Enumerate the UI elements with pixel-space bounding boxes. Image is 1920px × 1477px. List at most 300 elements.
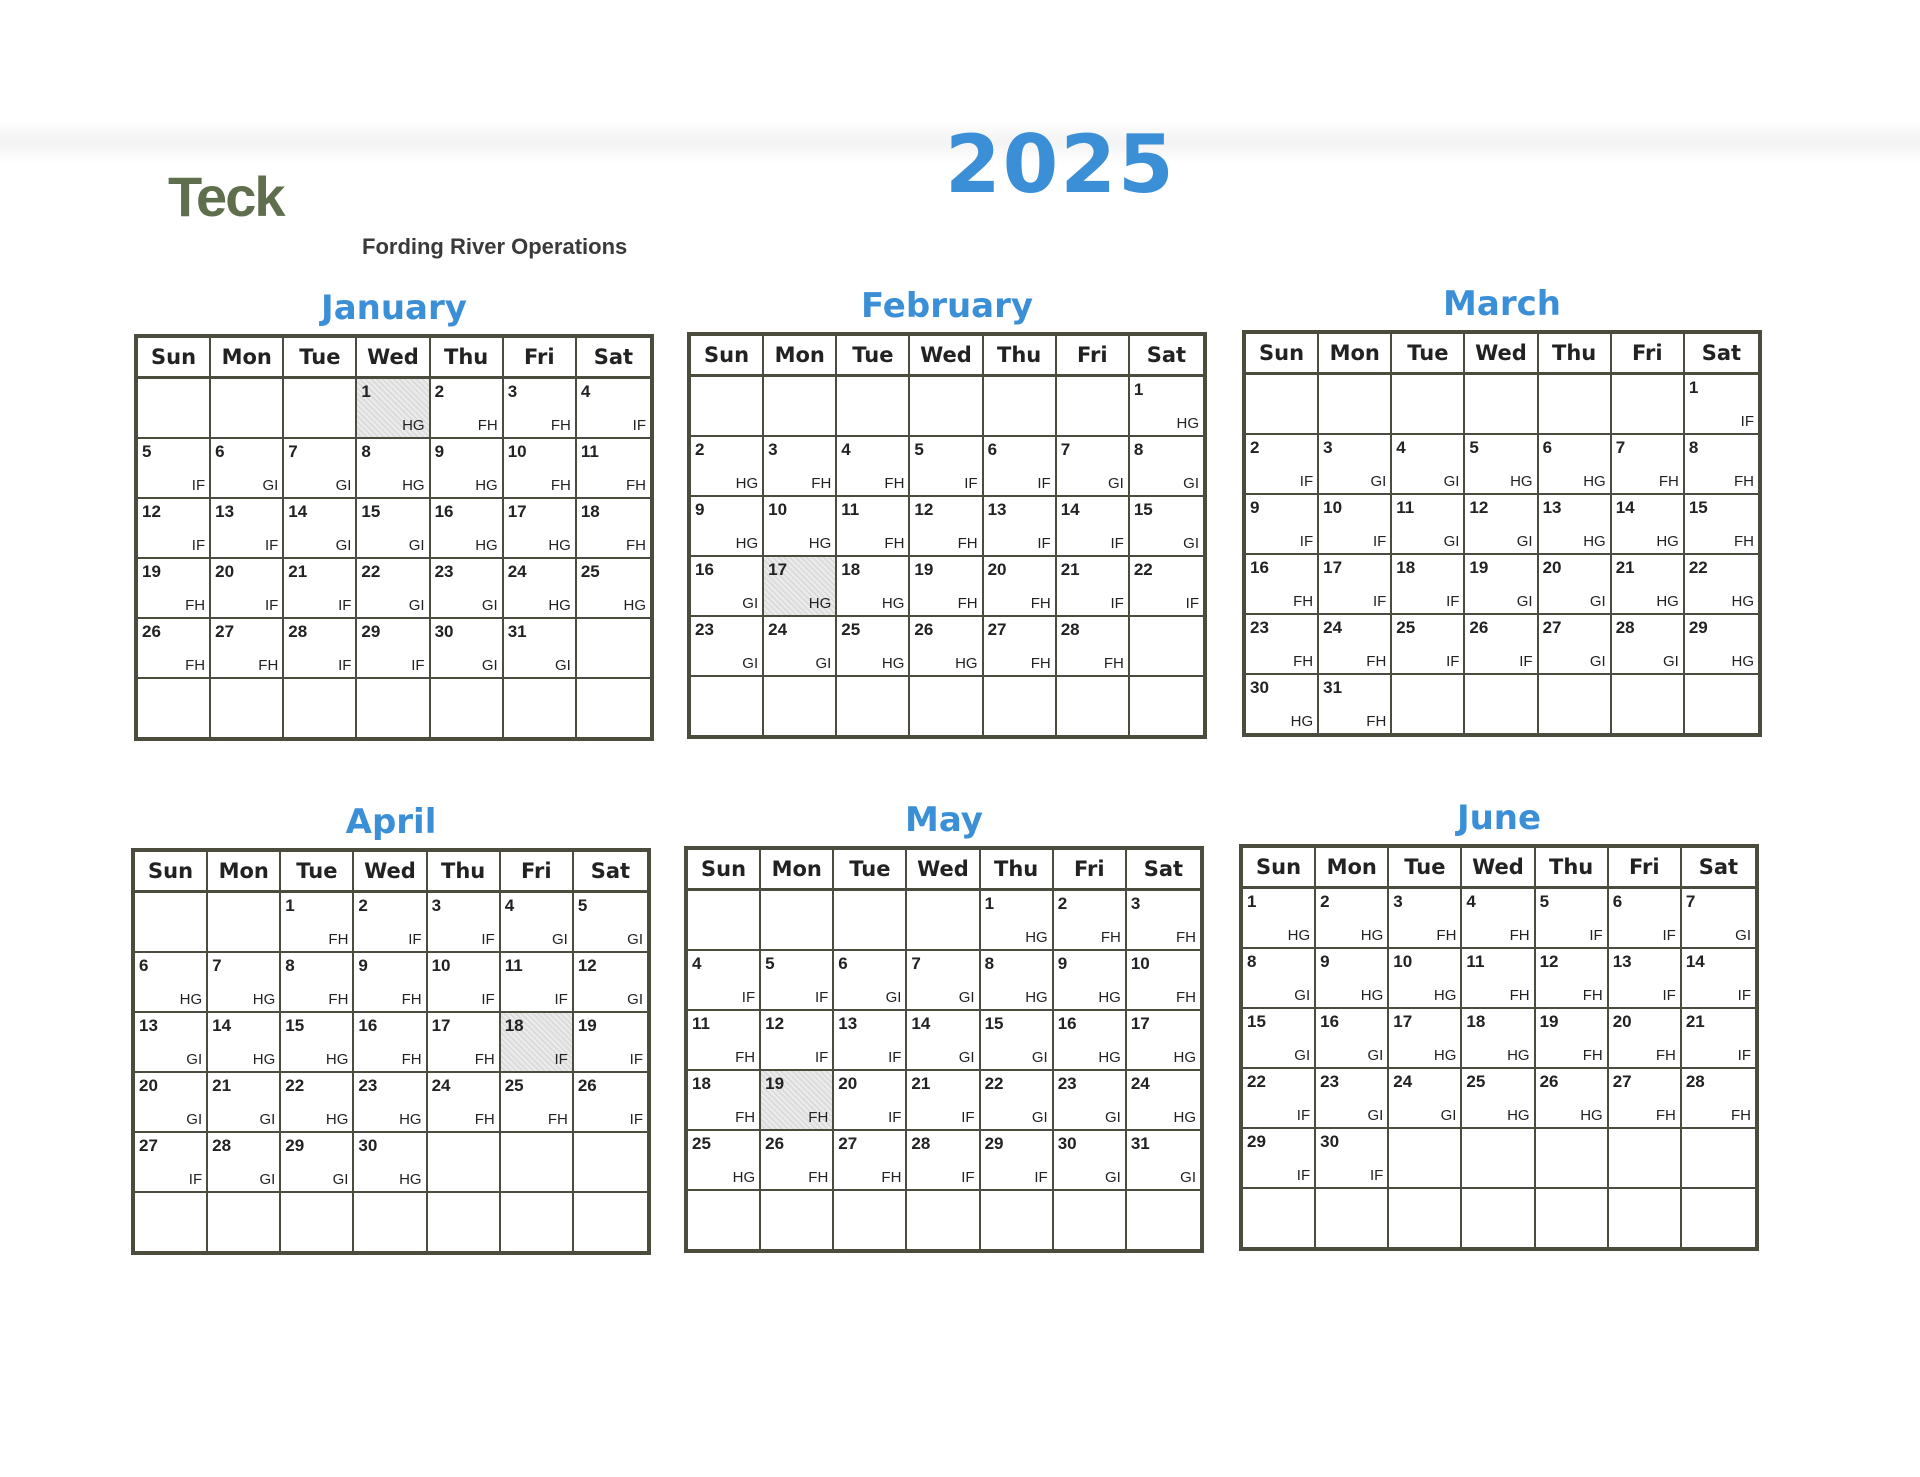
shift-code: HG — [1287, 927, 1311, 944]
day-number: 5 — [1539, 892, 1550, 911]
day-number: 4 — [1396, 438, 1406, 457]
empty-day-cell — [1539, 675, 1612, 733]
shift-code: GI — [627, 991, 643, 1008]
day-cell — [907, 1011, 980, 1071]
day-number: 30 — [1250, 678, 1269, 697]
day-number: 30 — [358, 1136, 378, 1155]
day-number: 6 — [1612, 892, 1623, 911]
day-cell — [984, 497, 1057, 557]
day-cell — [431, 619, 504, 679]
day-number: 4 — [504, 896, 515, 915]
day-number: 3 — [1323, 438, 1333, 457]
day-number: 21 — [1685, 1012, 1705, 1031]
shift-code: IF — [814, 1049, 829, 1066]
day-cell — [211, 619, 284, 679]
day-number: 4 — [1466, 892, 1476, 911]
shift-code: IF — [964, 475, 978, 492]
day-number: 3 — [1393, 892, 1403, 911]
day-number: 22 — [361, 562, 381, 581]
weekday-header: Mon — [211, 338, 284, 379]
day-number: 21 — [911, 1074, 931, 1093]
calendar-grid — [1242, 330, 1762, 737]
day-cell — [910, 557, 983, 617]
shift-code: GI — [1589, 593, 1606, 610]
shift-code: HG — [955, 655, 978, 672]
day-number: 13 — [215, 502, 235, 521]
empty-day-cell — [691, 377, 764, 437]
day-cell — [1539, 435, 1612, 495]
day-cell — [208, 1133, 281, 1193]
day-cell — [837, 617, 910, 677]
day-number: 17 — [1323, 558, 1343, 577]
day-number: 21 — [1615, 558, 1635, 577]
empty-day-cell — [138, 679, 211, 737]
weekday-header: Wed — [354, 852, 427, 893]
day-number: 15 — [984, 1014, 1004, 1033]
weekday-header: Sat — [1127, 850, 1200, 891]
day-cell — [1536, 1069, 1609, 1129]
weekday-header: Sat — [574, 852, 647, 893]
day-number: 1 — [1247, 892, 1257, 911]
calendar-grid — [131, 848, 651, 1255]
day-cell — [138, 619, 211, 679]
day-number: 8 — [1688, 438, 1699, 457]
shift-code: IF — [1037, 535, 1051, 552]
shift-code: FH — [547, 1111, 568, 1128]
day-cell — [431, 499, 504, 559]
day-cell — [135, 953, 208, 1013]
shift-code: IF — [1519, 653, 1533, 670]
shift-code: FH — [328, 991, 349, 1008]
day-cell — [354, 1073, 427, 1133]
shift-code: GI — [259, 1171, 276, 1188]
day-cell — [1243, 949, 1316, 1009]
day-number: 23 — [1320, 1072, 1340, 1091]
day-number: 12 — [577, 956, 597, 975]
shift-code: HG — [1583, 533, 1606, 550]
empty-day-cell — [574, 1133, 647, 1193]
weekday-header: Sun — [688, 850, 761, 891]
shift-code: HG — [325, 1051, 349, 1068]
day-cell — [135, 1133, 208, 1193]
empty-day-cell — [834, 1191, 907, 1249]
weekday-header: Fri — [504, 338, 577, 379]
shift-code: IF — [191, 537, 206, 554]
empty-day-cell — [1465, 675, 1538, 733]
day-cell — [1392, 435, 1465, 495]
day-number: 22 — [1133, 560, 1153, 579]
day-number: 6 — [838, 954, 848, 973]
day-cell — [504, 559, 577, 619]
day-number: 5 — [142, 442, 152, 461]
month-calendar-april — [131, 798, 651, 1255]
day-number: 29 — [361, 622, 381, 641]
empty-day-cell — [761, 891, 834, 951]
day-cell — [431, 379, 504, 439]
day-number: 28 — [1060, 620, 1080, 639]
day-cell — [691, 437, 764, 497]
weekday-header: Wed — [1462, 848, 1535, 889]
day-number: 11 — [692, 1014, 710, 1033]
shift-code: IF — [741, 989, 756, 1006]
day-number: 3 — [431, 896, 442, 915]
day-cell — [1316, 1129, 1389, 1189]
shift-code: HG — [1580, 1107, 1603, 1124]
shift-code: IF — [338, 597, 352, 614]
day-cell — [1243, 1129, 1316, 1189]
shift-code: GI — [335, 477, 352, 494]
day-cell — [761, 951, 834, 1011]
day-number: 17 — [1130, 1014, 1150, 1033]
page-subtitle: Fording River Operations — [362, 234, 628, 259]
day-cell — [984, 617, 1057, 677]
shift-code: IF — [1110, 595, 1124, 612]
empty-day-cell — [837, 377, 910, 437]
day-number: 6 — [215, 442, 225, 461]
day-cell — [281, 1073, 354, 1133]
empty-day-cell — [1462, 1189, 1535, 1247]
shift-code: HG — [1656, 593, 1679, 610]
day-cell — [1319, 495, 1392, 555]
day-number: 19 — [765, 1074, 785, 1093]
day-number: 19 — [577, 1016, 597, 1035]
month-calendar-june — [1239, 794, 1759, 1251]
empty-day-cell — [135, 893, 208, 953]
day-number: 16 — [1320, 1012, 1340, 1031]
day-cell — [907, 1131, 980, 1191]
day-number: 31 — [507, 622, 527, 641]
shift-code: HG — [252, 1051, 276, 1068]
empty-day-cell — [1316, 1189, 1389, 1247]
empty-day-cell — [577, 679, 650, 737]
weekday-header: Thu — [428, 852, 501, 893]
shift-code: FH — [1731, 1107, 1751, 1124]
empty-day-cell — [501, 1133, 574, 1193]
day-number: 16 — [434, 502, 454, 521]
day-cell — [354, 893, 427, 953]
day-number: 8 — [1133, 440, 1144, 459]
shift-code: IF — [1296, 1107, 1311, 1124]
empty-day-cell — [431, 679, 504, 737]
day-cell — [1057, 617, 1130, 677]
day-number: 20 — [1542, 558, 1562, 577]
day-number: 17 — [507, 502, 527, 521]
day-cell — [1054, 1011, 1127, 1071]
shift-code: IF — [408, 931, 422, 948]
day-cell — [1319, 615, 1392, 675]
weekday-header: Tue — [1392, 334, 1465, 375]
shift-code: HG — [1731, 593, 1754, 610]
day-cell — [1392, 555, 1465, 615]
day-cell — [504, 379, 577, 439]
day-cell — [135, 1013, 208, 1073]
empty-day-cell — [281, 1193, 354, 1251]
empty-day-cell — [1612, 375, 1685, 435]
shift-code: IF — [1034, 1169, 1048, 1186]
shift-code: IF — [1662, 987, 1676, 1004]
day-cell — [281, 1013, 354, 1073]
shift-code: HG — [1360, 987, 1384, 1004]
empty-day-cell — [1462, 1129, 1535, 1189]
day-number: 20 — [215, 562, 235, 581]
shift-code: HG — [179, 991, 203, 1008]
day-number: 2 — [695, 440, 705, 459]
month-calendar-february — [687, 282, 1207, 739]
day-number: 28 — [212, 1136, 232, 1155]
day-cell — [284, 619, 357, 679]
day-number: 11 — [841, 500, 860, 519]
shift-code: FH — [1655, 1107, 1676, 1124]
day-number: 11 — [504, 956, 523, 975]
weekday-header: Sun — [138, 338, 211, 379]
day-number: 10 — [431, 956, 451, 975]
empty-day-cell — [138, 379, 211, 439]
weekday-header: Thu — [984, 336, 1057, 377]
shift-code: GI — [1367, 1107, 1384, 1124]
shift-code: IF — [481, 991, 495, 1008]
day-cell — [354, 953, 427, 1013]
day-number: 27 — [139, 1136, 158, 1155]
day-number: 26 — [142, 622, 161, 641]
shift-code: FH — [1734, 473, 1754, 490]
shift-code: GI — [1180, 1169, 1196, 1186]
day-number: 25 — [504, 1076, 524, 1095]
day-number: 17 — [431, 1016, 451, 1035]
day-number: 18 — [692, 1074, 711, 1093]
day-number: 2 — [1320, 892, 1330, 911]
day-number: 29 — [285, 1136, 305, 1155]
month-calendar-march — [1242, 280, 1762, 737]
day-cell — [138, 559, 211, 619]
day-cell — [1609, 949, 1682, 1009]
day-cell — [431, 439, 504, 499]
day-cell — [211, 499, 284, 559]
shift-code: FH — [811, 475, 832, 492]
empty-day-cell — [761, 1191, 834, 1249]
shift-code: FH — [1366, 713, 1387, 730]
day-number: 27 — [215, 622, 235, 641]
shift-code: GI — [1031, 1109, 1048, 1126]
day-cell — [284, 499, 357, 559]
day-number: 10 — [1323, 498, 1343, 517]
day-number: 21 — [288, 562, 308, 581]
shift-code: HG — [548, 597, 571, 614]
day-number: 18 — [1396, 558, 1416, 577]
day-cell — [981, 951, 1054, 1011]
shift-code: GI — [742, 655, 759, 672]
shift-code: FH — [1100, 929, 1121, 946]
day-cell — [834, 951, 907, 1011]
shift-code: HG — [1098, 1049, 1121, 1066]
shift-code: FH — [474, 1051, 495, 1068]
day-number: 24 — [768, 620, 788, 639]
shift-code: IF — [264, 537, 279, 554]
day-cell — [1243, 1009, 1316, 1069]
shift-code: HG — [735, 535, 759, 552]
shift-code: GI — [627, 931, 643, 948]
day-number: 11 — [580, 442, 599, 461]
day-cell — [1319, 675, 1392, 733]
shift-code: FH — [1436, 927, 1457, 944]
shift-code: FH — [884, 475, 905, 492]
day-cell — [1246, 555, 1319, 615]
shift-code: FH — [957, 535, 978, 552]
day-number: 28 — [911, 1134, 931, 1153]
day-number: 13 — [139, 1016, 158, 1035]
shift-code: GI — [958, 1049, 975, 1066]
day-cell — [688, 1131, 761, 1191]
day-number: 29 — [1247, 1132, 1266, 1151]
weekday-header: Sat — [1682, 848, 1755, 889]
empty-day-cell — [1389, 1129, 1462, 1189]
day-cell — [981, 891, 1054, 951]
calendar-grid — [1239, 844, 1759, 1251]
day-cell — [1389, 1069, 1462, 1129]
day-cell — [574, 1013, 647, 1073]
day-number: 20 — [838, 1074, 858, 1093]
day-number: 6 — [1542, 438, 1553, 457]
shift-code: HG — [1510, 473, 1533, 490]
day-cell — [428, 953, 501, 1013]
weekday-header: Sun — [691, 336, 764, 377]
day-cell — [577, 379, 650, 439]
empty-day-cell — [1392, 375, 1465, 435]
day-cell — [1539, 495, 1612, 555]
shift-code: IF — [1299, 473, 1314, 490]
day-number: 14 — [1685, 952, 1705, 971]
weekday-header: Thu — [1536, 848, 1609, 889]
day-cell — [1054, 1131, 1127, 1191]
shift-code: IF — [629, 1111, 643, 1128]
day-cell — [1054, 1071, 1127, 1131]
shift-code: IF — [1037, 475, 1051, 492]
weekday-header: Tue — [834, 850, 907, 891]
shift-code: GI — [1105, 1109, 1121, 1126]
shift-code: GI — [1367, 1047, 1384, 1064]
empty-day-cell — [984, 677, 1057, 735]
day-number: 1 — [285, 896, 295, 915]
empty-day-cell — [837, 677, 910, 735]
empty-day-cell — [284, 379, 357, 439]
weekday-header: Fri — [501, 852, 574, 893]
calendar-grid — [684, 846, 1204, 1253]
day-cell — [281, 1133, 354, 1193]
shift-code: IF — [338, 657, 352, 674]
shift-code: GI — [1516, 533, 1533, 550]
day-cell — [1685, 375, 1758, 435]
day-number: 8 — [1247, 952, 1257, 971]
day-number: 13 — [1612, 952, 1632, 971]
empty-day-cell — [428, 1133, 501, 1193]
shift-code: IF — [188, 1171, 203, 1188]
day-cell — [1536, 889, 1609, 949]
day-cell — [1612, 435, 1685, 495]
day-number: 12 — [1469, 498, 1489, 517]
day-cell — [910, 437, 983, 497]
shift-code: GI — [1031, 1049, 1048, 1066]
day-cell — [1054, 891, 1127, 951]
day-cell — [1246, 615, 1319, 675]
day-number: 15 — [1133, 500, 1153, 519]
shift-code: HG — [1433, 1047, 1457, 1064]
shift-code: GI — [186, 1111, 203, 1128]
day-number: 28 — [1615, 618, 1635, 637]
shift-code: HG — [623, 597, 646, 614]
empty-day-cell — [504, 679, 577, 737]
empty-day-cell — [1130, 677, 1203, 735]
shift-code: GI — [259, 1111, 276, 1128]
day-cell — [1389, 1009, 1462, 1069]
shift-code: FH — [1582, 987, 1603, 1004]
teck-logo: Teck — [168, 165, 284, 228]
shift-code: HG — [402, 417, 425, 434]
empty-day-cell — [688, 1191, 761, 1249]
weekday-header: Mon — [761, 850, 834, 891]
day-cell — [577, 499, 650, 559]
day-number: 25 — [1466, 1072, 1486, 1091]
shift-code: HG — [1025, 989, 1048, 1006]
day-number: 18 — [504, 1016, 524, 1035]
shift-code: FH — [1655, 1047, 1676, 1064]
shift-code: GI — [552, 931, 568, 948]
day-number: 1 — [1133, 380, 1144, 399]
day-cell — [688, 1071, 761, 1131]
day-cell — [208, 1073, 281, 1133]
day-cell — [1536, 949, 1609, 1009]
day-number: 20 — [987, 560, 1007, 579]
day-number: 2 — [434, 382, 445, 401]
day-cell — [910, 497, 983, 557]
day-number: 16 — [695, 560, 714, 579]
shift-code: FH — [185, 597, 206, 614]
day-cell — [357, 499, 430, 559]
day-cell — [761, 1011, 834, 1071]
shift-code: FH — [1293, 593, 1314, 610]
empty-day-cell — [135, 1193, 208, 1251]
shift-code: FH — [808, 1169, 829, 1186]
day-number: 19 — [1469, 558, 1489, 577]
day-cell — [1316, 949, 1389, 1009]
day-cell — [764, 617, 837, 677]
day-number: 25 — [1396, 618, 1416, 637]
day-number: 23 — [358, 1076, 378, 1095]
shift-code: IF — [191, 477, 206, 494]
shift-code: IF — [961, 1109, 975, 1126]
shift-code: IF — [264, 597, 279, 614]
weekday-header: Fri — [1609, 848, 1682, 889]
shift-code: FH — [1293, 653, 1314, 670]
day-cell — [1316, 1009, 1389, 1069]
day-number: 5 — [914, 440, 924, 459]
day-number: 14 — [911, 1014, 931, 1033]
weekday-header: Tue — [284, 338, 357, 379]
shift-code: IF — [1737, 1047, 1751, 1064]
empty-day-cell — [357, 679, 430, 737]
day-cell — [1130, 557, 1203, 617]
day-number: 29 — [984, 1134, 1004, 1153]
day-number: 9 — [358, 956, 368, 975]
day-number: 27 — [987, 620, 1007, 639]
shift-code: HG — [1025, 929, 1048, 946]
day-number: 27 — [838, 1134, 858, 1153]
day-cell — [1612, 555, 1685, 615]
month-title: June — [1456, 798, 1542, 838]
empty-day-cell — [1682, 1129, 1755, 1189]
day-cell — [1392, 615, 1465, 675]
day-number: 21 — [212, 1076, 232, 1095]
shift-code: HG — [735, 475, 759, 492]
shift-code: IF — [1446, 653, 1460, 670]
